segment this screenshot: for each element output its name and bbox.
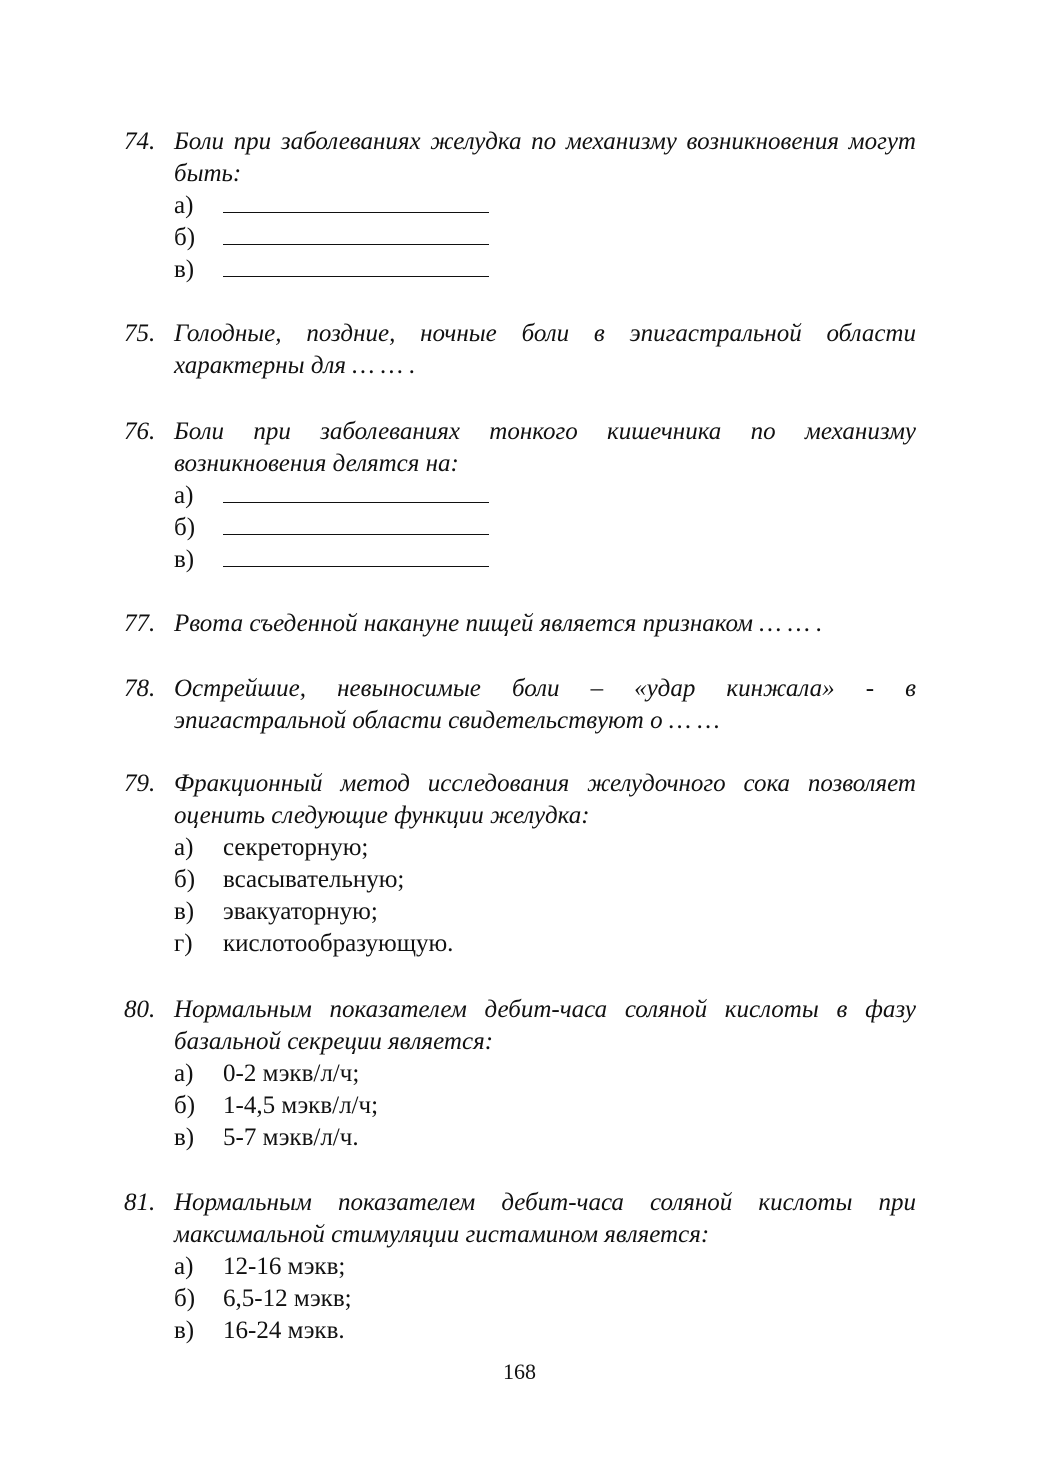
- option-a: [174, 832, 916, 864]
- option-c: [174, 544, 916, 576]
- question-number: 81.: [124, 1189, 156, 1216]
- answer-blank: [223, 512, 489, 535]
- answer-blank: [223, 480, 489, 503]
- option-letter: б): [174, 866, 196, 893]
- question-text: Нормальным показателем дебит-часа соляной кислоты в фазу базальной секреции является:: [174, 996, 916, 1055]
- question-number: 77.: [124, 610, 156, 637]
- question-text: Боли при заболеваниях тонкого кишечника по механизму возникновения делятся на:: [174, 418, 916, 477]
- option-text: 0-2 мэкв/л/ч;: [223, 1060, 360, 1087]
- option-letter: б): [174, 514, 196, 541]
- question-text: Нормальным показателем дебит-часа соляной кислоты при максимальной стимуляции гистамином является:: [174, 1189, 916, 1248]
- question-74: [124, 126, 916, 286]
- option-a: [174, 1251, 916, 1283]
- question-text: Острейшие, невыносимые боли – «удар кинжала» - в эпигастральной области свидетельствуют о … …: [174, 675, 916, 734]
- option-c: [174, 1122, 916, 1154]
- option-letter: а): [174, 192, 194, 219]
- question-75: [124, 318, 916, 382]
- option-letter: в): [174, 546, 195, 573]
- option-c: [174, 896, 916, 928]
- option-letter: б): [174, 1092, 196, 1119]
- question-number: 80.: [124, 996, 156, 1023]
- question-81: [124, 1187, 916, 1347]
- option-letter: а): [174, 834, 194, 861]
- question-text: Рвота съеденной накануне пищей является признаком … … .: [174, 610, 823, 637]
- question-number: 76.: [124, 418, 156, 445]
- options-list: [174, 480, 916, 576]
- option-letter: а): [174, 482, 194, 509]
- question-77: [124, 608, 916, 640]
- question-header: [124, 768, 916, 832]
- options-list: [174, 1058, 916, 1154]
- option-letter: в): [174, 256, 195, 283]
- option-text: 12-16 мэкв;: [223, 1253, 346, 1280]
- option-d: [174, 928, 916, 960]
- answer-blank: [223, 254, 489, 277]
- question-80: [124, 994, 916, 1154]
- question-header: [124, 673, 916, 737]
- option-letter: в): [174, 1317, 195, 1344]
- answer-blank: [223, 222, 489, 245]
- answer-blank: [223, 544, 489, 567]
- option-letter: а): [174, 1060, 194, 1087]
- option-b: [174, 512, 916, 544]
- option-text: эвакуаторную;: [223, 898, 378, 925]
- option-text: 5-7 мэкв/л/ч.: [223, 1124, 359, 1151]
- option-c: [174, 1315, 916, 1347]
- question-header: [124, 416, 916, 480]
- question-number: 75.: [124, 320, 156, 347]
- option-letter: а): [174, 1253, 194, 1280]
- options-list: [174, 1251, 916, 1347]
- options-list: [174, 832, 916, 960]
- question-header: [124, 608, 916, 640]
- question-78: [124, 673, 916, 737]
- question-number: 74.: [124, 128, 156, 155]
- question-text: Фракционный метод исследования желудочного сока позволяет оценить следующие функции желудка:: [174, 770, 916, 829]
- option-text: 6,5-12 мэкв;: [223, 1285, 352, 1312]
- option-letter: в): [174, 1124, 195, 1151]
- option-text: 1-4,5 мэкв/л/ч;: [223, 1092, 379, 1119]
- option-text: 16-24 мэкв.: [223, 1317, 345, 1344]
- question-76: [124, 416, 916, 576]
- question-text: Боли при заболеваниях желудка по механизму возникновения могут быть:: [174, 128, 916, 187]
- option-a: [174, 480, 916, 512]
- option-b: [174, 1090, 916, 1122]
- option-letter: б): [174, 224, 196, 251]
- option-a: [174, 1058, 916, 1090]
- question-number: 79.: [124, 770, 156, 797]
- option-letter: г): [174, 930, 193, 957]
- answer-blank: [223, 190, 489, 213]
- question-number: 78.: [124, 675, 156, 702]
- question-header: [124, 994, 916, 1058]
- options-list: [174, 190, 916, 286]
- option-text: всасывательную;: [223, 866, 405, 893]
- option-a: [174, 190, 916, 222]
- question-text: Голодные, поздние, ночные боли в эпигастральной области характерны для … … .: [174, 320, 916, 379]
- question-header: [124, 1187, 916, 1251]
- option-text: секреторную;: [223, 834, 369, 861]
- question-header: [124, 126, 916, 190]
- page-number: 168: [503, 1359, 536, 1384]
- question-header: [124, 318, 916, 382]
- question-79: [124, 768, 916, 960]
- option-text: кислотообразующую.: [223, 930, 454, 957]
- option-b: [174, 222, 916, 254]
- option-b: [174, 1283, 916, 1315]
- option-b: [174, 864, 916, 896]
- option-c: [174, 254, 916, 286]
- option-letter: б): [174, 1285, 196, 1312]
- option-letter: в): [174, 898, 195, 925]
